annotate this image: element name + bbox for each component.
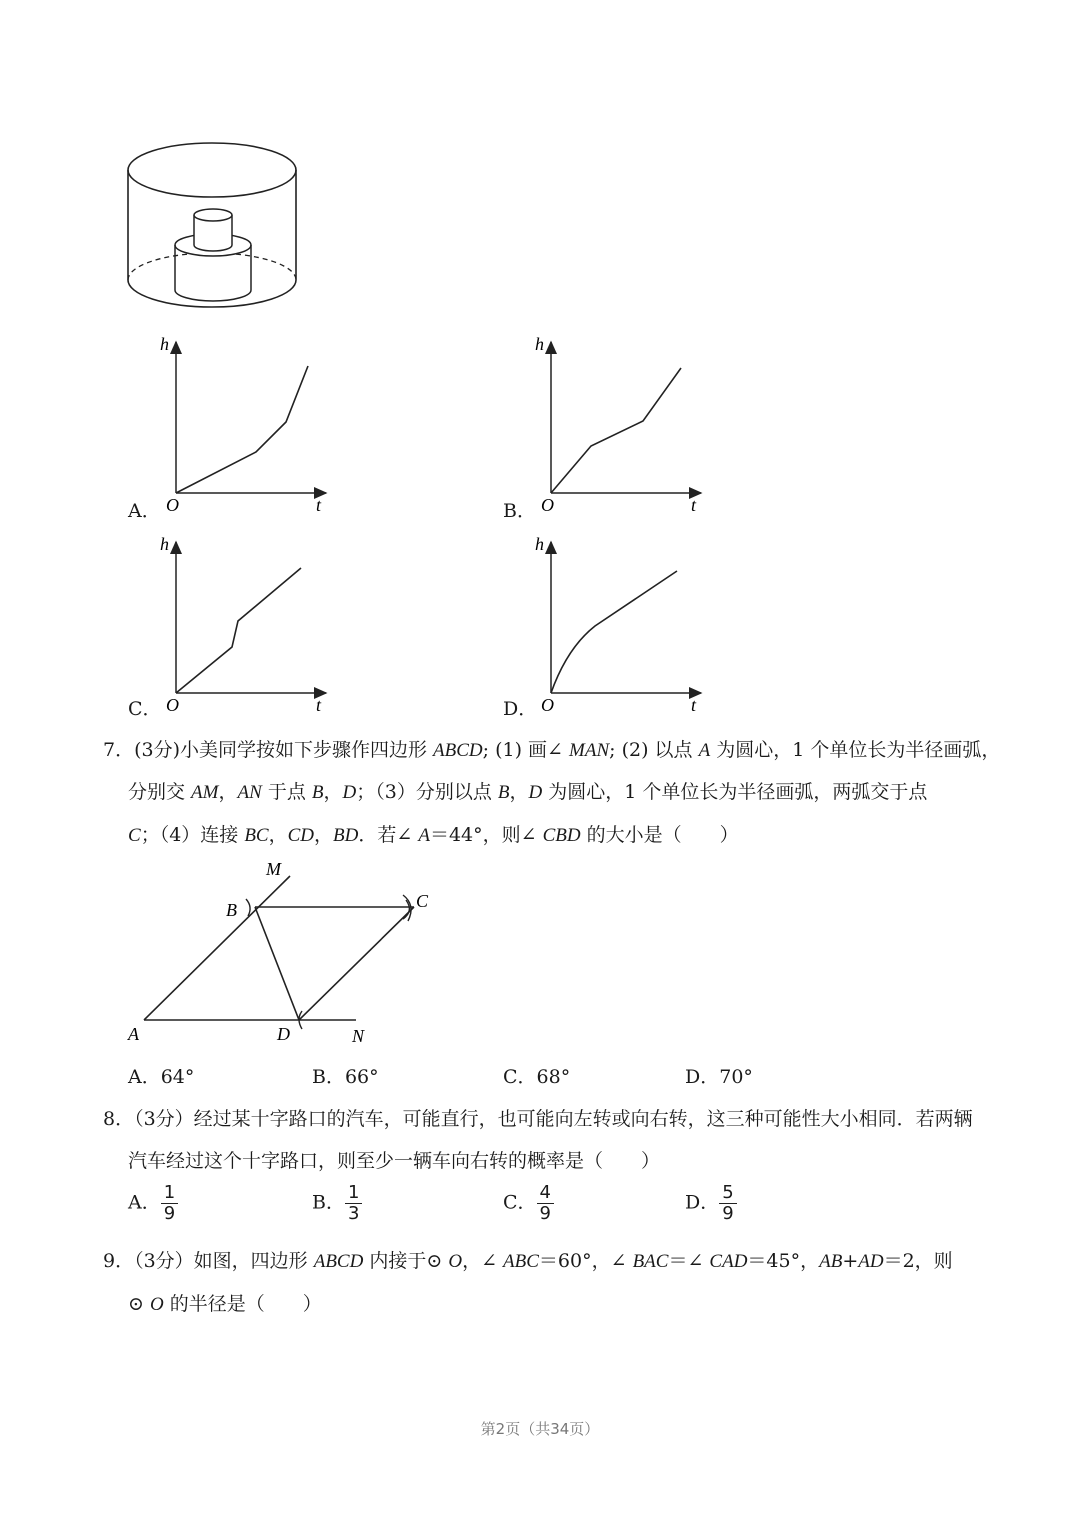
q7-option-d: D．70° [685,1066,753,1088]
q8-option-b: B． $\frac{1}{3}$ [312,1183,362,1224]
q8-line-2: 汽车经过这个十字路口，则至少一辆车向右转的概率是（ ） [128,1150,661,1172]
graph-b-t-label: t [691,495,697,515]
graph-a-origin-label: O [166,495,179,515]
page-footer: 第2页（共34页） [480,1420,600,1438]
q8-line-1: 8．（3分）经过某十字路口的汽车，可能直行，也可能向左转或向右转，这三种可能性大小相同．若两辆 [103,1108,973,1130]
graph-c-h-label: h [160,534,169,554]
q7-line-1: 7．(3分)小美同学按如下步骤作四边形 ABCD; (1) 画∠ MAN; (2) 以点 A 为圆心，1 个单位长为半径画弧， [103,739,1001,761]
graph-a-t-label: t [316,495,322,515]
graph-d-h-label: h [535,534,544,554]
graph-b-h-label: h [535,334,544,354]
point-label-m: M [266,859,281,879]
q8-option-d: D． $\frac{5}{9}$ [685,1183,737,1224]
q8-option-c: C． $\frac{4}{9}$ [503,1183,554,1224]
point-label-d: D [277,1024,290,1044]
q7-option-c: C．68° [503,1066,571,1088]
option-c-label: C． [128,698,162,720]
q7-line-3: C；（4）连接 BC，CD，BD．若∠ A＝44°，则∠ CBD 的大小是（ ） [128,824,739,846]
q8-option-a: A． $\frac{1}{9}$ [128,1183,178,1224]
graph-option-a [150,330,340,520]
graph-c-origin-label: O [166,695,179,715]
point-label-b: B [226,900,237,920]
q9-line-1: 9．（3分）如图，四边形 ABCD 内接于⊙ O，∠ ABC＝60°，∠ BAC＝∠ CAD＝45°，AB+AD＝2，则 [103,1250,953,1272]
graph-c-t-label: t [316,695,322,715]
option-a-label: A． [128,500,161,522]
q7-option-a: A．64° [128,1066,195,1088]
graph-option-d [525,530,715,720]
point-label-a: A [128,1024,139,1044]
point-label-c: C [416,891,429,911]
point-label-n: N [352,1026,365,1046]
graph-option-b [525,330,715,520]
q7-line-2: 分别交 AM，AN 于点 B，D；（3）分别以点 B，D 为圆心，1 个单位长为半径画弧，两弧交于点 [128,781,928,803]
graph-a-h-label: h [160,334,169,354]
rhombus-construction-figure [120,855,440,1050]
graph-option-c [150,530,340,720]
graph-d-t-label: t [691,695,697,715]
cylinder-container-figure [120,130,310,310]
graph-b-origin-label: O [541,495,554,515]
graph-d-origin-label: O [541,695,554,715]
q7-option-b: B．66° [312,1066,379,1088]
option-d-label: D． [503,698,538,720]
option-b-label: B． [503,500,536,522]
q9-line-2: ⊙ O 的半径是（ ） [128,1293,322,1315]
